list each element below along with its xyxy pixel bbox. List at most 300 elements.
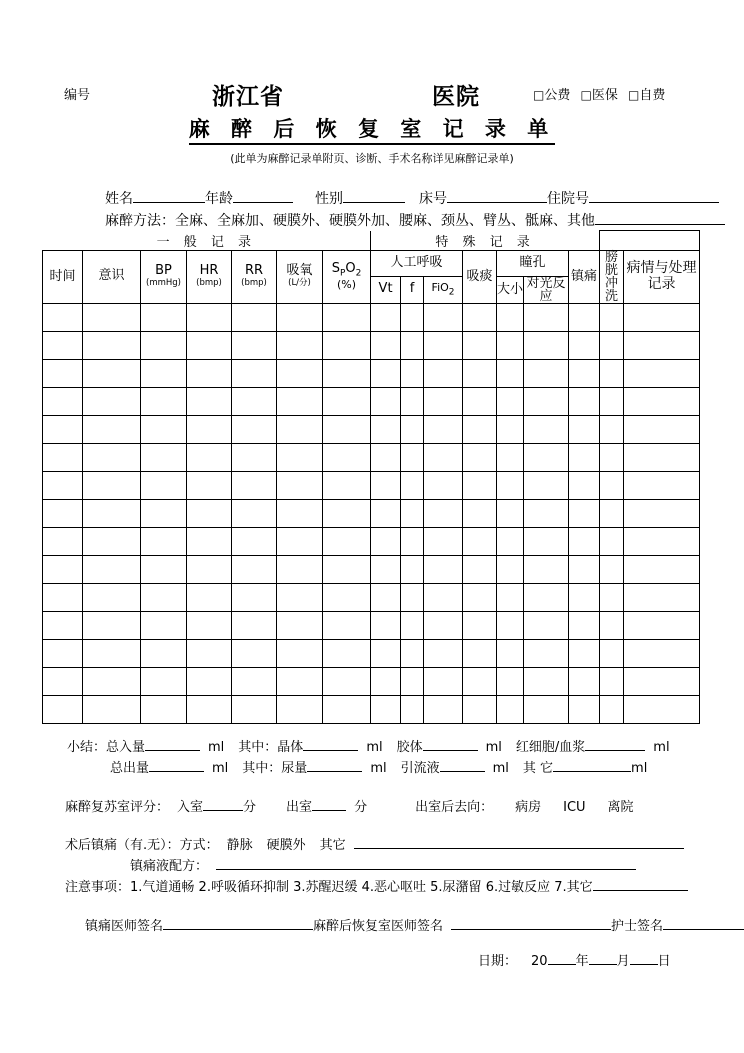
table-cell[interactable]: [524, 443, 569, 471]
table-cell[interactable]: [497, 387, 524, 415]
table-cell[interactable]: [277, 611, 323, 639]
table-cell[interactable]: [424, 611, 463, 639]
table-cell[interactable]: [463, 331, 497, 359]
table-cell[interactable]: [401, 555, 424, 583]
checkbox-icon[interactable]: □: [533, 88, 545, 102]
table-row[interactable]: [43, 331, 700, 359]
table-cell[interactable]: [187, 443, 232, 471]
table-cell[interactable]: [424, 471, 463, 499]
table-cell[interactable]: [497, 555, 524, 583]
table-cell[interactable]: [83, 611, 141, 639]
table-cell[interactable]: [401, 527, 424, 555]
table-cell[interactable]: [187, 527, 232, 555]
table-cell[interactable]: [43, 611, 83, 639]
table-cell[interactable]: [424, 499, 463, 527]
table-cell[interactable]: [323, 443, 371, 471]
table-cell[interactable]: [187, 639, 232, 667]
table-cell[interactable]: [600, 387, 624, 415]
table-cell[interactable]: [624, 359, 700, 387]
table-cell[interactable]: [600, 443, 624, 471]
table-cell[interactable]: [569, 303, 600, 331]
table-cell[interactable]: [141, 695, 187, 723]
table-cell[interactable]: [83, 527, 141, 555]
pain-method-epidural[interactable]: 硬膜外: [266, 838, 306, 853]
table-row[interactable]: [43, 443, 700, 471]
table-cell[interactable]: [524, 415, 569, 443]
summary-intake-input[interactable]: [145, 750, 200, 751]
table-cell[interactable]: [187, 499, 232, 527]
table-cell[interactable]: [187, 583, 232, 611]
table-cell[interactable]: [624, 499, 700, 527]
table-cell[interactable]: [624, 387, 700, 415]
table-row[interactable]: [43, 639, 700, 667]
table-cell[interactable]: [600, 303, 624, 331]
table-cell[interactable]: [43, 303, 83, 331]
table-cell[interactable]: [277, 303, 323, 331]
table-cell[interactable]: [141, 639, 187, 667]
destination-icu[interactable]: ICU: [563, 800, 586, 815]
table-cell[interactable]: [624, 611, 700, 639]
table-row[interactable]: [43, 695, 700, 723]
table-cell[interactable]: [424, 555, 463, 583]
table-cell[interactable]: [323, 359, 371, 387]
table-cell[interactable]: [524, 695, 569, 723]
table-cell[interactable]: [232, 331, 277, 359]
score-out-input[interactable]: [312, 810, 346, 811]
table-cell[interactable]: [463, 415, 497, 443]
table-cell[interactable]: [424, 639, 463, 667]
table-row[interactable]: [43, 583, 700, 611]
table-cell[interactable]: [371, 611, 401, 639]
table-cell[interactable]: [600, 639, 624, 667]
table-cell[interactable]: [43, 639, 83, 667]
table-cell[interactable]: [401, 443, 424, 471]
table-cell[interactable]: [43, 415, 83, 443]
table-cell[interactable]: [83, 415, 141, 443]
table-cell[interactable]: [371, 639, 401, 667]
table-cell[interactable]: [83, 471, 141, 499]
col-header-spo2-unit: (%): [337, 277, 357, 291]
table-cell[interactable]: [232, 359, 277, 387]
col-header-hr: [187, 250, 232, 303]
table-cell[interactable]: [569, 499, 600, 527]
table-cell[interactable]: [141, 583, 187, 611]
table-cell[interactable]: [463, 303, 497, 331]
table-cell[interactable]: [83, 443, 141, 471]
table-cell[interactable]: [277, 667, 323, 695]
table-cell[interactable]: [600, 667, 624, 695]
table-cell[interactable]: [401, 471, 424, 499]
precautions-items[interactable]: 1.气道通畅 2.呼吸循环抑制 3.苏醒迟缓 4.恶心呕吐 5.尿潴留 6.过敏反应 7.其它: [130, 880, 593, 895]
payment-option-self[interactable]: [628, 88, 665, 103]
table-cell[interactable]: [424, 695, 463, 723]
table-cell[interactable]: [569, 387, 600, 415]
table-row[interactable]: [43, 359, 700, 387]
table-cell[interactable]: [323, 331, 371, 359]
table-cell[interactable]: [232, 555, 277, 583]
table-cell[interactable]: [524, 303, 569, 331]
table-cell[interactable]: [424, 359, 463, 387]
table-cell[interactable]: [524, 359, 569, 387]
table-cell[interactable]: [187, 303, 232, 331]
table-row[interactable]: [43, 527, 700, 555]
table-cell[interactable]: [232, 639, 277, 667]
table-cell[interactable]: [624, 639, 700, 667]
table-cell[interactable]: [277, 555, 323, 583]
table-cell[interactable]: [232, 695, 277, 723]
table-cell[interactable]: [497, 499, 524, 527]
table-cell[interactable]: [463, 639, 497, 667]
table-cell[interactable]: [569, 639, 600, 667]
table-cell[interactable]: [600, 583, 624, 611]
table-cell[interactable]: [497, 527, 524, 555]
table-row[interactable]: [43, 667, 700, 695]
table-cell[interactable]: [524, 611, 569, 639]
table-cell[interactable]: [401, 359, 424, 387]
table-cell[interactable]: [43, 443, 83, 471]
destination-ward[interactable]: 病房: [515, 800, 542, 815]
table-cell[interactable]: [371, 415, 401, 443]
table-cell[interactable]: [83, 695, 141, 723]
destination-discharge[interactable]: 离院: [607, 800, 634, 815]
table-cell[interactable]: [277, 471, 323, 499]
table-cell[interactable]: [463, 583, 497, 611]
table-cell[interactable]: [463, 667, 497, 695]
table-cell[interactable]: [401, 695, 424, 723]
summary-output-input[interactable]: [149, 771, 204, 772]
table-cell[interactable]: [141, 359, 187, 387]
nurse-signature-input[interactable]: [663, 929, 744, 930]
table-cell[interactable]: [624, 555, 700, 583]
table-cell[interactable]: [187, 331, 232, 359]
table-cell[interactable]: [43, 667, 83, 695]
table-cell[interactable]: [524, 639, 569, 667]
table-cell[interactable]: [43, 387, 83, 415]
payment-option-insurance[interactable]: [581, 88, 618, 103]
table-cell[interactable]: [401, 667, 424, 695]
age-input[interactable]: [233, 202, 293, 203]
table-cell[interactable]: [401, 387, 424, 415]
table-cell[interactable]: [83, 359, 141, 387]
table-cell[interactable]: [401, 331, 424, 359]
checkbox-icon[interactable]: □: [580, 88, 592, 102]
table-cell[interactable]: [277, 443, 323, 471]
table-cell[interactable]: [141, 499, 187, 527]
table-cell[interactable]: [463, 695, 497, 723]
table-cell[interactable]: [323, 415, 371, 443]
table-row[interactable]: [43, 387, 700, 415]
table-cell[interactable]: [323, 639, 371, 667]
table-cell[interactable]: [497, 639, 524, 667]
table-cell[interactable]: [600, 695, 624, 723]
table-cell[interactable]: [232, 583, 277, 611]
signatures-line: [85, 915, 744, 934]
table-cell[interactable]: [600, 415, 624, 443]
checkbox-icon[interactable]: □: [628, 88, 640, 102]
table-cell[interactable]: [569, 443, 600, 471]
admission-input[interactable]: [589, 202, 719, 203]
table-cell[interactable]: [524, 667, 569, 695]
table-cell[interactable]: [232, 667, 277, 695]
table-cell[interactable]: [424, 583, 463, 611]
table-cell[interactable]: [43, 331, 83, 359]
table-cell[interactable]: [497, 303, 524, 331]
table-row[interactable]: [43, 499, 700, 527]
pain-formula-input[interactable]: [216, 869, 636, 870]
table-cell[interactable]: [424, 331, 463, 359]
table-cell[interactable]: [524, 527, 569, 555]
table-cell[interactable]: [524, 331, 569, 359]
pain-method-other-input[interactable]: [354, 848, 684, 849]
table-cell[interactable]: [401, 611, 424, 639]
table-cell[interactable]: [371, 387, 401, 415]
table-cell[interactable]: [424, 303, 463, 331]
table-cell[interactable]: [624, 667, 700, 695]
table-cell[interactable]: [232, 527, 277, 555]
table-row[interactable]: [43, 555, 700, 583]
table-cell[interactable]: [371, 527, 401, 555]
table-cell[interactable]: [141, 415, 187, 443]
table-cell[interactable]: [569, 555, 600, 583]
table-cell[interactable]: [497, 471, 524, 499]
pacu-doctor-signature-input[interactable]: [451, 929, 611, 930]
table-cell[interactable]: [569, 331, 600, 359]
table-cell[interactable]: [569, 695, 600, 723]
table-cell[interactable]: [323, 583, 371, 611]
table-cell[interactable]: [371, 443, 401, 471]
bed-input[interactable]: [447, 202, 547, 203]
table-cell[interactable]: [187, 415, 232, 443]
table-cell[interactable]: [371, 583, 401, 611]
table-cell[interactable]: [497, 359, 524, 387]
table-cell[interactable]: [232, 443, 277, 471]
table-cell[interactable]: [497, 583, 524, 611]
table-cell[interactable]: [141, 611, 187, 639]
table-cell[interactable]: [323, 303, 371, 331]
table-cell[interactable]: [141, 667, 187, 695]
table-cell[interactable]: [83, 583, 141, 611]
table-cell[interactable]: [569, 527, 600, 555]
table-cell[interactable]: [371, 667, 401, 695]
summary-drainage-input[interactable]: [440, 771, 485, 772]
table-cell[interactable]: [323, 387, 371, 415]
table-cell[interactable]: [524, 555, 569, 583]
table-row[interactable]: [43, 611, 700, 639]
payment-option-public[interactable]: [533, 88, 570, 103]
table-cell[interactable]: [524, 583, 569, 611]
table-cell[interactable]: [141, 303, 187, 331]
table-cell[interactable]: [371, 499, 401, 527]
table-cell[interactable]: [323, 611, 371, 639]
table-row[interactable]: [43, 303, 700, 331]
table-cell[interactable]: [497, 415, 524, 443]
table-cell[interactable]: [371, 331, 401, 359]
date-day-input[interactable]: [630, 964, 658, 965]
pain-method-iv[interactable]: 静脉: [226, 838, 253, 853]
table-cell[interactable]: [371, 695, 401, 723]
table-cell[interactable]: [424, 387, 463, 415]
table-row[interactable]: [43, 415, 700, 443]
table-cell[interactable]: [323, 499, 371, 527]
table-cell[interactable]: [43, 695, 83, 723]
records-table: [42, 230, 700, 724]
summary-urine-input[interactable]: [307, 771, 362, 772]
table-cell[interactable]: [569, 415, 600, 443]
table-cell[interactable]: [323, 555, 371, 583]
table-cell[interactable]: [600, 555, 624, 583]
table-cell[interactable]: [463, 555, 497, 583]
table-cell[interactable]: [83, 303, 141, 331]
table-cell[interactable]: [187, 359, 232, 387]
table-cell[interactable]: [43, 359, 83, 387]
col-header-vt: Vt: [371, 276, 401, 303]
table-cell[interactable]: [463, 387, 497, 415]
table-cell[interactable]: [600, 471, 624, 499]
table-cell[interactable]: [463, 359, 497, 387]
table-cell[interactable]: [424, 527, 463, 555]
table-cell[interactable]: [624, 303, 700, 331]
summary-colloid-input[interactable]: [423, 750, 478, 751]
table-cell[interactable]: [277, 415, 323, 443]
table-cell[interactable]: [401, 415, 424, 443]
table-cell[interactable]: [624, 471, 700, 499]
table-cell[interactable]: [371, 303, 401, 331]
table-cell[interactable]: [232, 303, 277, 331]
table-cell[interactable]: [569, 359, 600, 387]
table-cell[interactable]: [43, 555, 83, 583]
pain-method-other[interactable]: 其它: [319, 838, 346, 853]
table-cell[interactable]: [277, 359, 323, 387]
table-cell[interactable]: [323, 695, 371, 723]
table-cell[interactable]: [463, 443, 497, 471]
table-cell[interactable]: [43, 471, 83, 499]
pain-doctor-signature-input[interactable]: [163, 929, 313, 930]
table-cell[interactable]: [141, 471, 187, 499]
col-header-bp-text: BP: [155, 263, 172, 279]
table-cell[interactable]: [141, 331, 187, 359]
table-cell[interactable]: [624, 415, 700, 443]
table-cell[interactable]: [497, 331, 524, 359]
table-cell[interactable]: [43, 583, 83, 611]
score-in-input[interactable]: [203, 810, 243, 811]
table-cell[interactable]: [323, 527, 371, 555]
table-cell[interactable]: [463, 527, 497, 555]
precautions-other-input[interactable]: [593, 890, 688, 891]
table-cell[interactable]: [569, 583, 600, 611]
summary-other-input[interactable]: [553, 771, 631, 772]
table-cell[interactable]: [401, 499, 424, 527]
table-cell[interactable]: [232, 611, 277, 639]
date-year-input[interactable]: [548, 964, 576, 965]
table-row[interactable]: [43, 471, 700, 499]
table-cell[interactable]: [43, 499, 83, 527]
table-cell[interactable]: [83, 639, 141, 667]
table-cell[interactable]: [232, 471, 277, 499]
table-cell[interactable]: [569, 471, 600, 499]
name-input[interactable]: [133, 202, 205, 203]
table-cell[interactable]: [624, 443, 700, 471]
table-cell[interactable]: [524, 387, 569, 415]
table-cell[interactable]: [600, 527, 624, 555]
table-cell[interactable]: [624, 527, 700, 555]
table-cell[interactable]: [600, 499, 624, 527]
table-cell[interactable]: [277, 583, 323, 611]
table-cell[interactable]: [83, 667, 141, 695]
table-cell[interactable]: [600, 611, 624, 639]
table-cell[interactable]: [600, 359, 624, 387]
table-cell[interactable]: [624, 331, 700, 359]
table-cell[interactable]: [277, 499, 323, 527]
table-cell[interactable]: [371, 555, 401, 583]
table-cell[interactable]: [463, 499, 497, 527]
table-cell[interactable]: [187, 667, 232, 695]
table-cell[interactable]: [497, 443, 524, 471]
table-cell[interactable]: [141, 555, 187, 583]
anesthesia-method-other-input[interactable]: [595, 224, 725, 225]
table-cell[interactable]: [497, 667, 524, 695]
table-cell[interactable]: [277, 639, 323, 667]
date-month-input[interactable]: [589, 964, 617, 965]
table-cell[interactable]: [187, 471, 232, 499]
table-cell[interactable]: [187, 611, 232, 639]
table-cell[interactable]: [83, 331, 141, 359]
table-cell[interactable]: [524, 471, 569, 499]
table-cell[interactable]: [187, 695, 232, 723]
table-cell[interactable]: [141, 527, 187, 555]
table-cell[interactable]: [401, 639, 424, 667]
table-cell[interactable]: [277, 387, 323, 415]
sex-input[interactable]: [343, 202, 405, 203]
table-cell[interactable]: [524, 499, 569, 527]
table-cell[interactable]: [83, 555, 141, 583]
table-cell[interactable]: [277, 695, 323, 723]
table-cell[interactable]: [371, 471, 401, 499]
table-cell[interactable]: [277, 527, 323, 555]
table-cell[interactable]: [401, 303, 424, 331]
table-cell[interactable]: [371, 359, 401, 387]
table-cell[interactable]: [497, 695, 524, 723]
table-cell[interactable]: [424, 667, 463, 695]
table-cell[interactable]: [232, 415, 277, 443]
summary-rbc-input[interactable]: [585, 750, 645, 751]
table-cell[interactable]: [424, 415, 463, 443]
table-cell[interactable]: [141, 443, 187, 471]
table-cell[interactable]: [401, 583, 424, 611]
table-cell[interactable]: [323, 667, 371, 695]
table-cell[interactable]: [624, 695, 700, 723]
table-cell[interactable]: [600, 331, 624, 359]
table-cell[interactable]: [141, 387, 187, 415]
table-cell[interactable]: [187, 387, 232, 415]
table-cell[interactable]: [424, 443, 463, 471]
table-cell[interactable]: [232, 387, 277, 415]
table-cell[interactable]: [497, 611, 524, 639]
table-cell[interactable]: [463, 611, 497, 639]
table-cell[interactable]: [43, 527, 83, 555]
table-cell[interactable]: [83, 387, 141, 415]
table-cell[interactable]: [463, 471, 497, 499]
table-cell[interactable]: [323, 471, 371, 499]
summary-crystalloid-input[interactable]: [303, 750, 358, 751]
anesthesia-method-options[interactable]: 全麻、全麻加、硬膜外、硬膜外加、腰麻、颈丛、臂丛、骶麻、其他: [175, 213, 595, 229]
table-cell[interactable]: [569, 667, 600, 695]
table-cell[interactable]: [624, 583, 700, 611]
table-cell[interactable]: [232, 499, 277, 527]
table-cell[interactable]: [569, 611, 600, 639]
table-cell[interactable]: [277, 331, 323, 359]
table-cell[interactable]: [187, 555, 232, 583]
table-cell[interactable]: [83, 499, 141, 527]
